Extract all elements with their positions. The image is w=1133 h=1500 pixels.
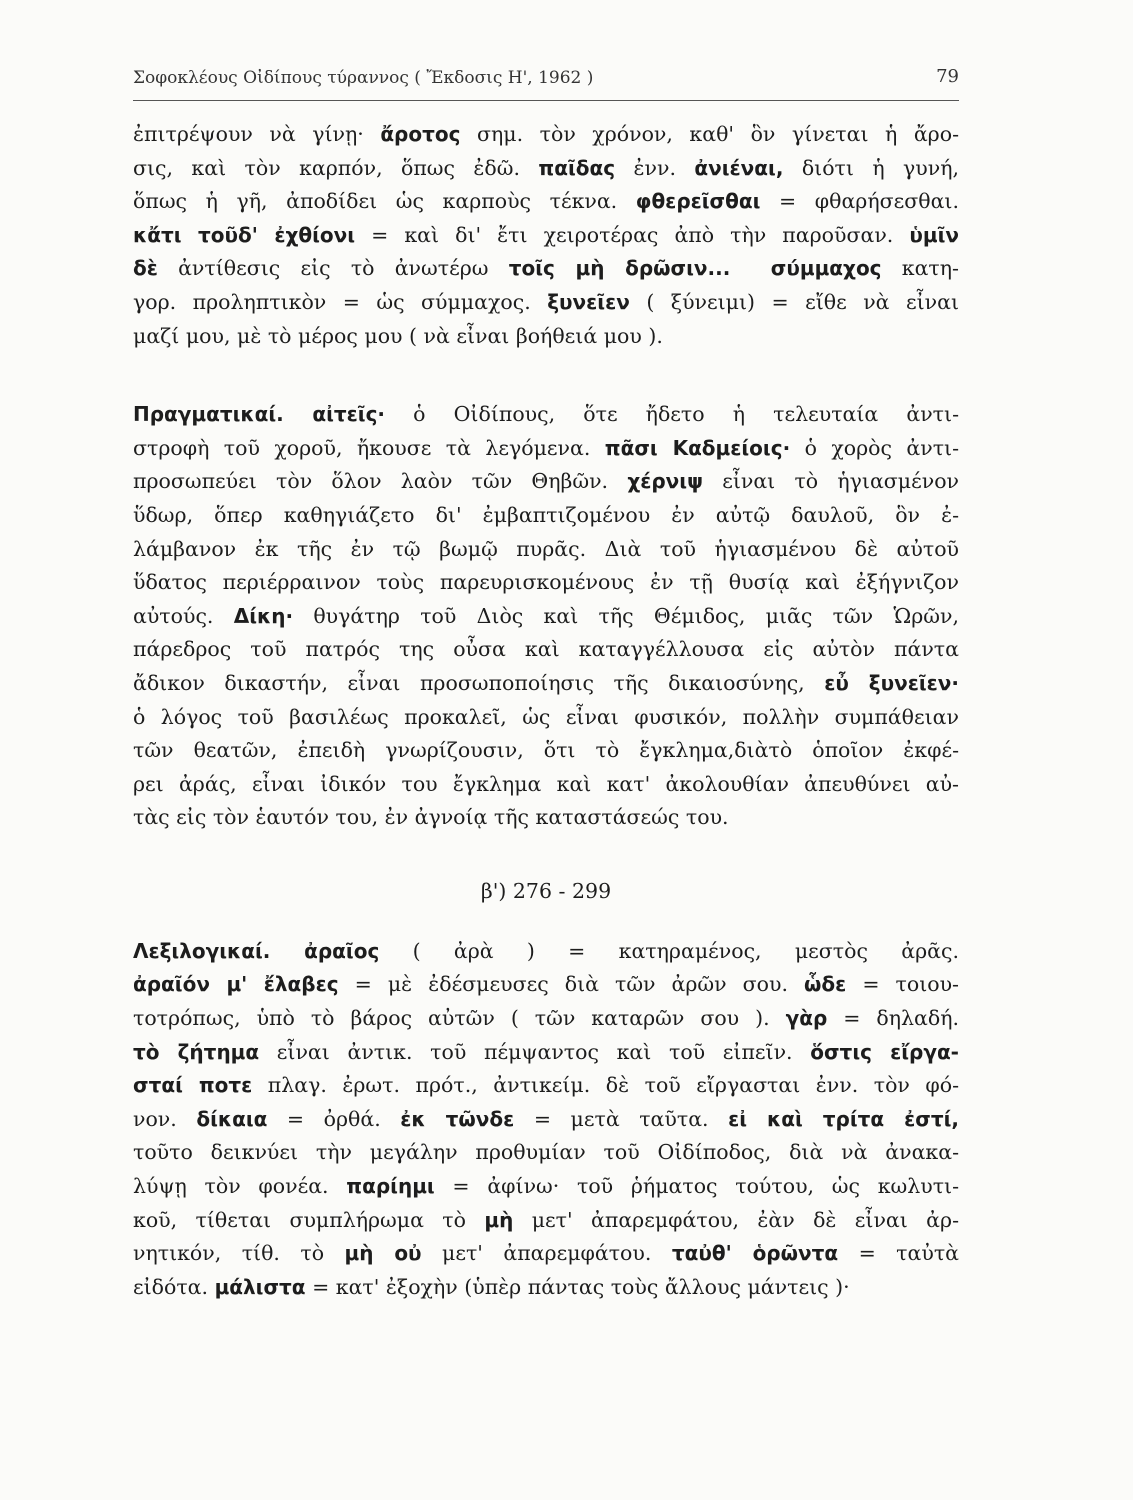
text-run: εἰδότα. [133, 1274, 215, 1299]
text-line [133, 734, 959, 768]
lemma-term: Δίκη· [233, 603, 294, 628]
text-line [133, 1069, 959, 1103]
page-number: 79 [936, 66, 959, 87]
text-line [133, 1036, 959, 1070]
text-run [730, 256, 770, 280]
lemma-term: χέρνιψ [627, 469, 703, 494]
lemma-term: κἄτι τοῦδ' ἐχθίονι [133, 222, 356, 247]
text-run: = ἀφίνω· τοῦ ῥήματος τούτου, ὡς κωλυτι- [434, 1174, 959, 1199]
text-line [133, 499, 959, 533]
text-run: ὁ Οἰδίπους, ὅτε ἤδετο ἡ τελευταία ἀντι- [385, 402, 959, 427]
text-run: ὕδωρ, ὅπερ καθηγιάζετο δι' ἐμβαπτιζομένου ἐν αὐτῷ δαυλοῦ, ὃν ἐ- [133, 502, 959, 527]
lemma-term: ἐκ τῶνδε [400, 1106, 515, 1131]
text-line [133, 320, 959, 354]
text-line [133, 465, 959, 499]
text-run: = μὲ ἐδέσμευσες διὰ τῶν ἀρῶν σου. [338, 972, 805, 997]
lemma-term: μὴ [484, 1207, 514, 1232]
text-line [133, 1002, 959, 1036]
text-run: ὅπως ἡ γῆ, ἀποδίδει ὡς καρποὺς τέκνα. [133, 189, 636, 214]
text-line [133, 968, 959, 1002]
text-run: ὕδατος περιέρραινον τοὺς παρευρισκομένους ἐν τῇ θυσίᾳ καὶ ἐξήγνιζον [133, 570, 959, 595]
text-run: τοτρόπως, ὑπὸ τὸ βάρος αὐτῶν ( τῶν καταρῶν σου ). [133, 1006, 786, 1031]
text-run: μετ' ἀπαρεμφάτου. [421, 1241, 672, 1266]
lemma-term: ξυνεῖεν [547, 289, 630, 314]
text-run: κατη- [881, 256, 959, 281]
text-line [133, 533, 959, 567]
text-line [133, 600, 959, 634]
lemma-term: δὲ [133, 256, 158, 281]
lemma-term: μὴ οὐ [344, 1241, 422, 1266]
text-line [133, 432, 959, 466]
lemma-term: παῖδας [538, 155, 616, 180]
text-line [133, 219, 959, 253]
text-run: = δηλαδή. [827, 1006, 960, 1031]
text-run: ὁ χορὸς ἀντι- [790, 435, 960, 460]
lemma-term: ἀραῖόν μ' ἔλαβες [133, 972, 339, 997]
text-run: γορ. προληπτικὸν = ὡς σύμμαχος. [133, 289, 548, 314]
text-run: πλαγ. ἐρωτ. πρότ., ἀντικείμ. δὲ τοῦ εἴργασται ἐνν. τὸν φό- [252, 1073, 960, 1098]
text-run: λάμβανον ἐκ τῆς ἐν τῷ βωμῷ πυρᾶς. Διὰ τοῦ ἡγιασμένου δὲ αὐτοῦ [133, 536, 959, 561]
text-run: ρει ἀράς, εἶναι ἰδικόν του ἔγκλημα καὶ κατ' ἀκολουθίαν ἀπευθύνει αὐ- [133, 771, 959, 796]
text-line [133, 701, 959, 735]
page-body [133, 118, 959, 1304]
text-run: πάρεδρος τοῦ πατρός της οὖσα καὶ καταγγέλλουσα εἰς αὐτὸν πάντα [133, 637, 959, 662]
lemma-term: Πραγματικαί. αἰτεῖς· [133, 402, 386, 427]
lemma-term: πᾶσι Καδμείοις· [604, 435, 791, 460]
text-run: νον. [133, 1106, 197, 1131]
text-run: ἀντίθεσις εἰς τὸ ἀνωτέρω [157, 256, 509, 281]
text-line [133, 185, 959, 219]
text-run: νητικόν, τίθ. τὸ [133, 1241, 345, 1266]
section-heading: β') 276 - 299 [480, 878, 612, 903]
text-run: μετ' ἀπαρεμφάτου, ἐὰν δὲ εἶναι ἀρ- [513, 1207, 959, 1232]
text-line [133, 286, 959, 320]
text-line [133, 801, 959, 835]
lemma-term: ἀνιέναι, [694, 155, 784, 180]
text-line [133, 1103, 959, 1137]
text-line [133, 935, 959, 969]
text-run: = τοιου- [846, 972, 959, 997]
lemma-term: ὅστις εἴργα- [810, 1039, 959, 1064]
lemma-term: παρίημι [346, 1174, 435, 1199]
text-line [133, 1271, 959, 1305]
text-run: τοῦτο δεικνύει τὴν μεγάλην προθυμίαν τοῦ Οἰδίποδος, διὰ νὰ ἀνακα- [133, 1140, 959, 1165]
lemma-term: γὰρ [785, 1006, 828, 1031]
text-run: μαζί μου, μὲ τὸ μέρος μου ( νὰ εἶναι βοήθειά μου ). [133, 323, 663, 348]
text-run: κοῦ, τίθεται συμπλήρωμα τὸ [133, 1207, 485, 1232]
lemma-term: φθερεῖσθαι [635, 189, 761, 214]
text-run: ὁ λόγος τοῦ βασιλέως προκαλεῖ, ὡς εἶναι φυσικόν, πολλὴν συμπάθειαν [133, 704, 959, 729]
lemma-term: δίκαια [196, 1106, 268, 1131]
text-line [133, 768, 959, 802]
lemma-term: ἄροτος [380, 122, 461, 146]
text-run: ἐνν. [615, 155, 695, 180]
text-run: θυγάτηρ τοῦ Διὸς καὶ τῆς Θέμιδος, μιᾶς τῶν Ὡρῶν, [293, 603, 959, 628]
lemma-term: ὧδε [804, 972, 847, 997]
text-line [133, 1170, 959, 1204]
lemma-term: σταί ποτε [133, 1073, 253, 1098]
text-run: ἄδικον δικαστήν, εἶναι προσωποποίησις τῆς δικαιοσύνης, [133, 670, 825, 695]
text-line [133, 667, 959, 701]
text-line [133, 1136, 959, 1170]
text-run: τὰς εἰς τὸν ἑαυτόν του, ἐν ἀγνοίᾳ τῆς καταστάσεώς του. [133, 805, 729, 830]
lemma-term: εἰ καὶ τρίτα ἐστί, [728, 1106, 959, 1131]
text-run: = ὀρθά. [267, 1106, 401, 1131]
text-run: = ταὐτὰ [838, 1241, 960, 1266]
text-run: = μετὰ ταῦτα. [514, 1106, 729, 1131]
lemma-term: μάλιστα [214, 1274, 306, 1299]
text-run: ἐπιτρέψουν νὰ γίνῃ· [133, 122, 381, 146]
lemma-term: τοῖς μὴ δρῶσιν... [508, 256, 731, 281]
text-run: στροφὴ τοῦ χοροῦ, ἤκουσε τὰ λεγόμενα. [133, 435, 605, 460]
text-line [133, 152, 959, 186]
lemma-term: Λεξιλογικαί. ἀραῖος [133, 938, 380, 963]
lemma-term: ὑμῖν [909, 222, 959, 247]
paragraph-commentary-1 [133, 118, 959, 353]
lemma-term: εὖ ξυνεῖεν· [824, 670, 959, 695]
text-line [133, 398, 959, 432]
text-run: αὐτούς. [133, 603, 234, 628]
text-line [133, 118, 959, 152]
text-run: = φθαρήσεσθαι. [760, 189, 959, 214]
text-run: ( ἀρὰ ) = κατηραμένος, μεστὸς ἀρᾶς. [379, 938, 959, 963]
text-run: = κατ' ἐξοχὴν (ὑπὲρ πάντας τοὺς ἄλλους μάντεις )· [305, 1274, 850, 1299]
text-line [133, 566, 959, 600]
paragraph-lexilogikai [133, 935, 959, 1305]
text-run: προσωπεύει τὸν ὅλον λαὸν τῶν Θηβῶν. [133, 469, 628, 494]
text-run: εἶναι τὸ ἡγιασμένον [702, 469, 959, 494]
lemma-term: ταὐθ' ὁρῶντα [671, 1241, 839, 1266]
running-title: Σοφοκλέους Οἰδίπους τύραννος ( Ἔκδοσις Η', 1962 ) [133, 68, 594, 88]
lemma-term: σύμμαχος [770, 256, 882, 281]
text-line [133, 1237, 959, 1271]
paragraph-gap [133, 353, 959, 398]
text-run: εἶναι ἀντικ. τοῦ πέμψαντος καὶ τοῦ εἰπεῖν. [259, 1039, 811, 1064]
text-run: τῶν θεατῶν, ἐπειδὴ γνωρίζουσιν, ὅτι τὸ ἔγκλημα,διὰτὸ ὁποῖον ἐκφέ- [133, 738, 959, 763]
text-line [133, 252, 959, 286]
text-run: σις, καὶ τὸν καρπόν, ὅπως ἐδῶ. [133, 155, 539, 180]
text-line [133, 1204, 959, 1238]
paragraph-pragmatikai [133, 398, 959, 835]
text-run: ( ξύνειμι) = εἴθε νὰ εἶναι [629, 289, 959, 314]
text-run: = καὶ δι' ἔτι χειροτέρας ἀπὸ τὴν παροῦσαν. [355, 222, 910, 247]
text-run: σημ. τὸν χρόνον, καθ' ὃν γίνεται ἡ ἄρο- [460, 122, 960, 146]
text-line [133, 633, 959, 667]
running-head [133, 66, 959, 101]
text-run: λύψῃ τὸν φονέα. [133, 1174, 347, 1199]
text-run: διότι ἡ γυνή, [783, 155, 959, 180]
lemma-term: τὸ ζήτημα [133, 1039, 260, 1064]
